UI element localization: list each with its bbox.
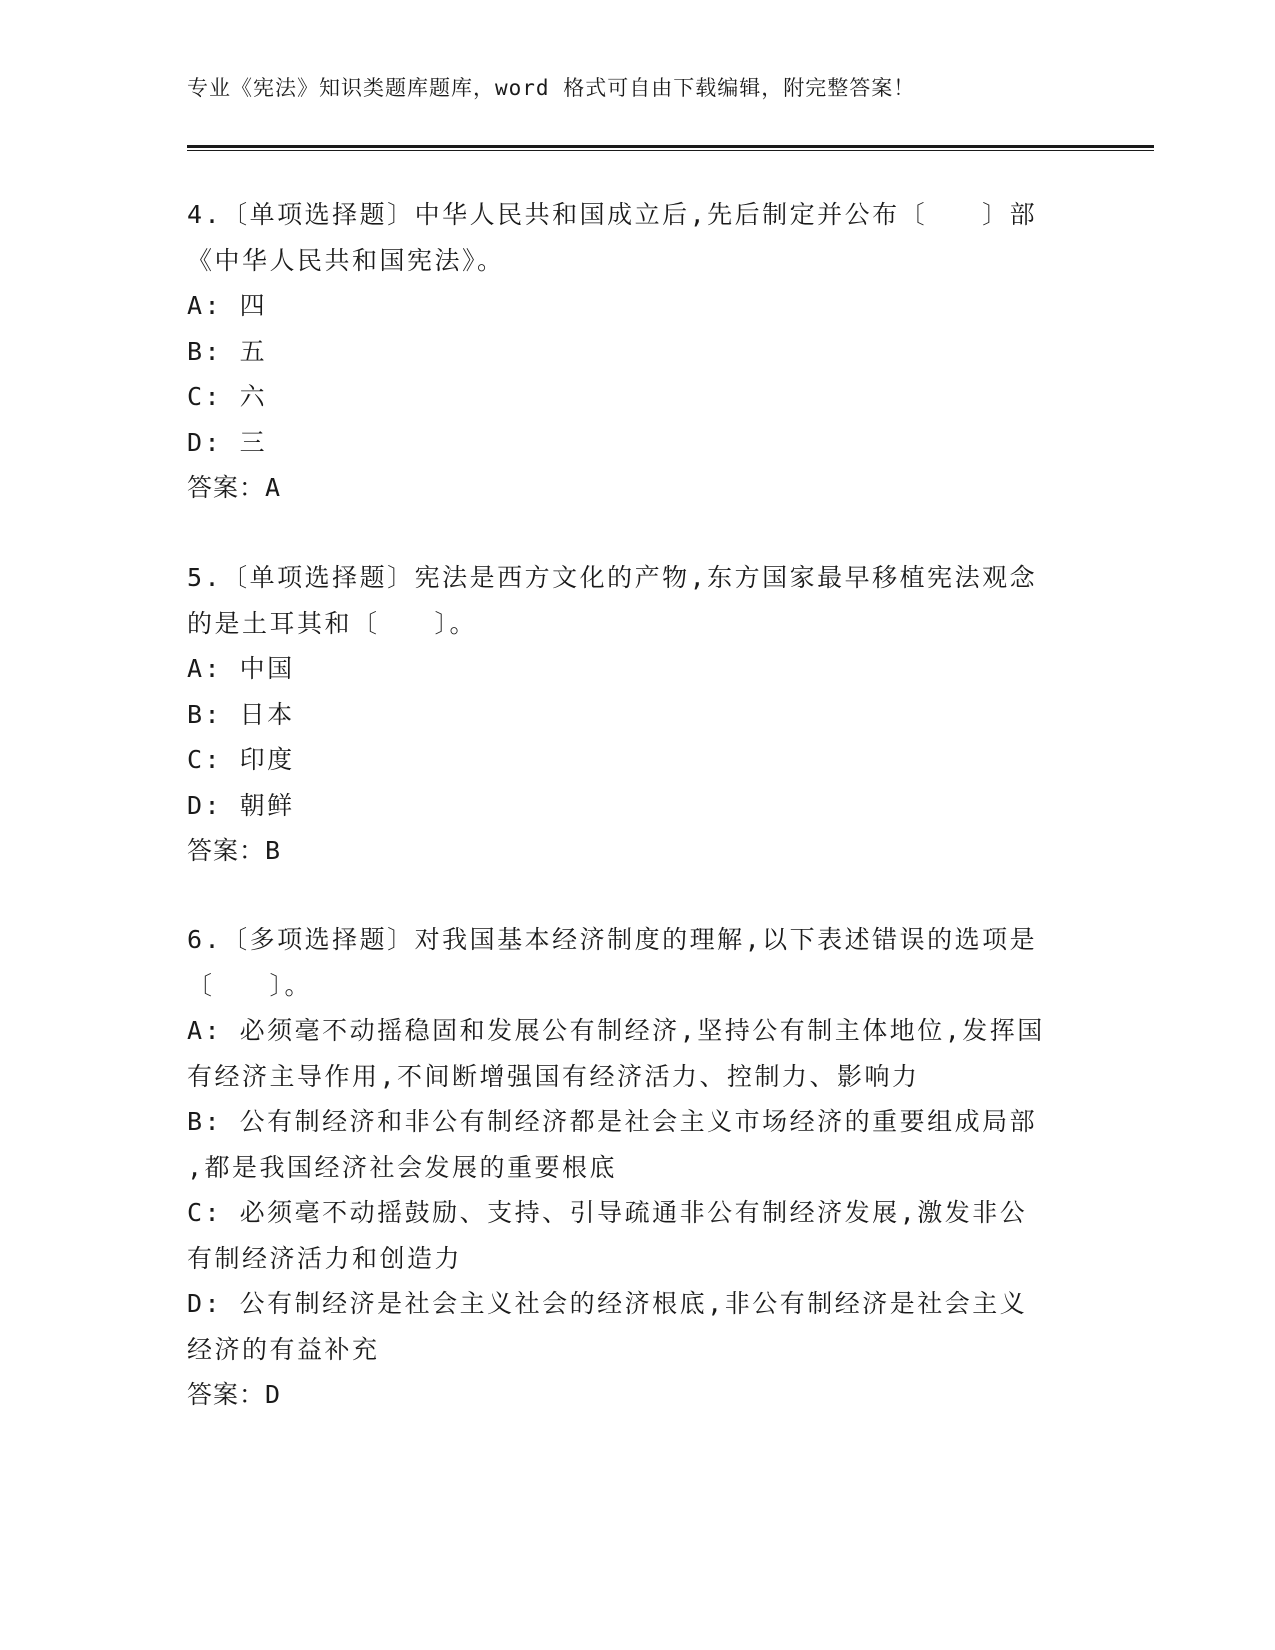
option-c-continued: 有制经济活力和创造力 [187,1243,463,1273]
answer-line [187,465,1087,511]
answer-value: B [265,836,282,865]
option-d-continued: 经济的有益补充 [187,1334,380,1364]
answer-label: 答案： [187,836,266,865]
option-b: B: 公有制经济和非公有制经济都是社会主义市场经济的重要组成局部 [187,1107,1038,1136]
option-d: D: 朝鲜 [187,790,295,820]
answer-value: A [265,473,282,502]
option-b: B: 日本 [187,699,295,729]
answer-line [187,1372,1087,1418]
option-b: B: 五 [187,336,268,366]
question-stem-line: 4.〔单项选择题〕中华人民共和国成立后,先后制定并公布〔 〕部 [187,200,1038,229]
option-a: A: 四 [187,291,268,320]
question-stem-line: 6.〔多项选择题〕对我国基本经济制度的理解,以下表述错误的选项是 [187,925,1038,954]
option-d: D: 三 [187,427,268,457]
question-stem-line: 〔 〕。 [187,970,313,1000]
question-stem-line: 的是土耳其和〔 〕。 [187,608,478,638]
question-stem-line: 《中华人民共和国宪法》。 [187,245,505,275]
option-a: A: 必须毫不动摇稳固和发展公有制经济,坚持公有制主体地位,发挥国 [187,1016,1045,1045]
answer-line [187,828,1087,874]
option-d: D: 公有制经济是社会主义社会的经济根底,非公有制经济是社会主义 [187,1289,1028,1318]
page-header: 专业《宪法》知识类题库题库，word 格式可自由下载编辑，附完整答案！ [187,76,916,100]
question-stem-line: 5.〔单项选择题〕宪法是西方文化的产物,东方国家最早移植宪法观念 [187,563,1038,592]
option-a-continued: 有经济主导作用,不间断增强国有经济活力、控制力、影响力 [187,1061,920,1091]
question-5 [187,555,1087,874]
answer-label: 答案： [187,1380,266,1409]
option-c: C: 印度 [187,745,295,774]
option-a: A: 中国 [187,654,295,683]
option-b-continued: ,都是我国经济社会发展的重要根底 [187,1152,618,1182]
question-4 [187,192,1087,511]
option-c: C: 必须毫不动摇鼓励、支持、引导疏通非公有制经济发展,激发非公 [187,1198,1028,1227]
answer-value: D [265,1380,282,1409]
question-6 [187,917,1087,1418]
header-divider-thick [187,145,1154,148]
header-divider-thin [187,150,1154,151]
option-c: C: 六 [187,382,268,411]
answer-label: 答案： [187,473,266,502]
